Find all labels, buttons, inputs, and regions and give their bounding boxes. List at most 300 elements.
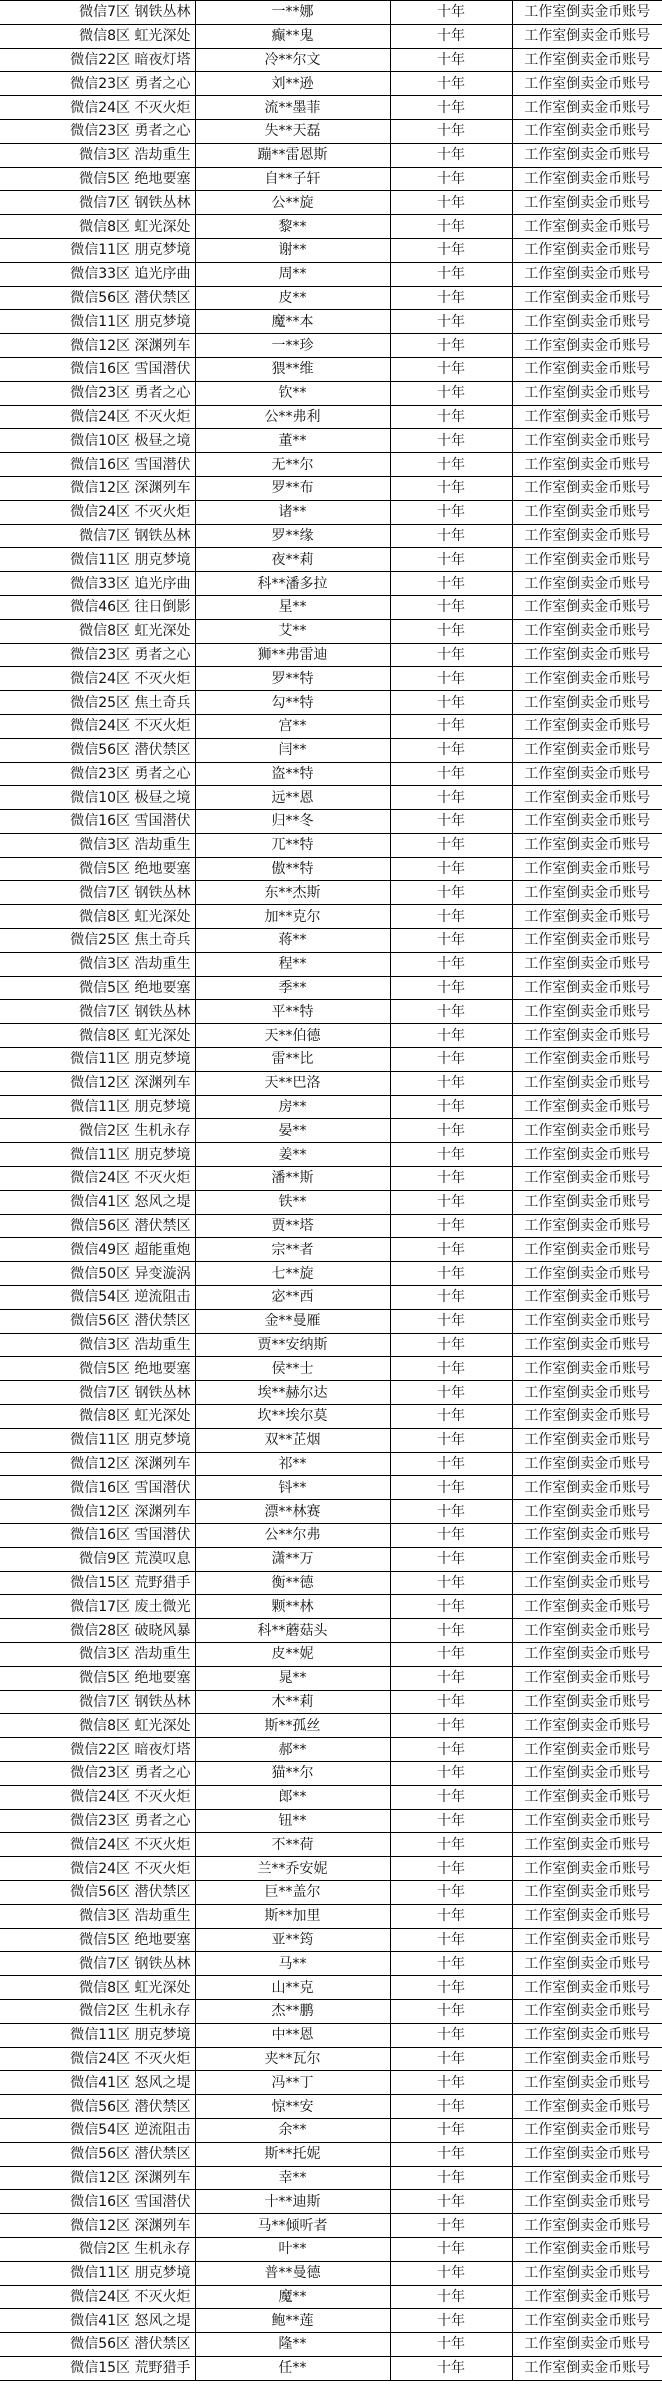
table-row [0,2095,662,2119]
player-name-cell: 斯**加里 [195,1904,390,1928]
ban-duration-cell: 十年 [390,2190,512,2214]
player-name-cell: 贾**塔 [195,1214,390,1238]
ban-duration-cell: 十年 [390,215,512,239]
table-row [0,1500,662,1524]
ban-reason-cell: 工作室倒卖金币账号 [512,976,662,1000]
server-cell: 微信7区 钢铁丛林 [0,524,195,548]
player-name-cell: 谢** [195,238,390,262]
player-name-cell: 失**天磊 [195,119,390,143]
table-row [0,714,662,738]
ban-reason-cell: 工作室倒卖金币账号 [512,1761,662,1785]
server-cell: 微信56区 潜伏禁区 [0,2095,195,2119]
ban-reason-cell: 工作室倒卖金币账号 [512,762,662,786]
player-name-cell: 夜**莉 [195,548,390,572]
ban-reason-cell: 工作室倒卖金币账号 [512,1333,662,1357]
ban-duration-cell: 十年 [390,310,512,334]
server-cell: 微信9区 荒漠叹息 [0,1547,195,1571]
table-row [0,1095,662,1119]
ban-duration-cell: 十年 [390,1071,512,1095]
player-name-cell: 巨**盖尔 [195,1880,390,1904]
ban-reason-cell: 工作室倒卖金币账号 [512,619,662,643]
table-row [0,500,662,524]
table-row [0,2356,662,2380]
ban-duration-cell: 十年 [390,286,512,310]
ban-reason-cell: 工作室倒卖金币账号 [512,191,662,215]
server-cell: 微信23区 勇者之心 [0,1761,195,1785]
ban-reason-cell: 工作室倒卖金币账号 [512,1357,662,1381]
player-name-cell: 勾**特 [195,691,390,715]
table-row [0,2309,662,2333]
server-cell: 微信12区 深渊列车 [0,1452,195,1476]
ban-duration-cell: 十年 [390,1333,512,1357]
ban-reason-cell: 工作室倒卖金币账号 [512,643,662,667]
ban-duration-cell: 十年 [390,1024,512,1048]
player-name-cell: 蹦**雷恩斯 [195,143,390,167]
server-cell: 微信33区 追光序曲 [0,262,195,286]
ban-duration-cell: 十年 [390,1167,512,1191]
player-name-cell: 罗**特 [195,667,390,691]
player-name-cell: 冯**丁 [195,2071,390,2095]
player-name-cell: 衡**德 [195,1571,390,1595]
ban-duration-cell: 十年 [390,2071,512,2095]
player-name-cell: 归**冬 [195,810,390,834]
player-name-cell: 平**特 [195,1000,390,1024]
table-row [0,952,662,976]
server-cell: 微信12区 深渊列车 [0,1500,195,1524]
ban-reason-cell: 工作室倒卖金币账号 [512,1000,662,1024]
server-cell: 微信16区 雪国潜伏 [0,810,195,834]
ban-reason-cell: 工作室倒卖金币账号 [512,1452,662,1476]
player-name-cell: 公**尔弗 [195,1524,390,1548]
ban-duration-cell: 十年 [390,1000,512,1024]
table-row [0,929,662,953]
ban-reason-cell: 工作室倒卖金币账号 [512,1999,662,2023]
ban-reason-cell: 工作室倒卖金币账号 [512,1547,662,1571]
server-cell: 微信7区 钢铁丛林 [0,1381,195,1405]
server-cell: 微信25区 焦土奇兵 [0,929,195,953]
ban-reason-cell: 工作室倒卖金币账号 [512,1238,662,1262]
ban-duration-cell: 十年 [390,1595,512,1619]
server-cell: 微信41区 怒风之堤 [0,2071,195,2095]
table-row [0,72,662,96]
ban-reason-cell: 工作室倒卖金币账号 [512,524,662,548]
ban-reason-cell: 工作室倒卖金币账号 [512,24,662,48]
server-cell: 微信11区 朋克梦境 [0,238,195,262]
ban-duration-cell: 十年 [390,2333,512,2357]
server-cell: 微信8区 虹光深处 [0,24,195,48]
table-row [0,1000,662,1024]
table-row [0,357,662,381]
table-row [0,1476,662,1500]
ban-reason-cell: 工作室倒卖金币账号 [512,310,662,334]
table-row [0,857,662,881]
player-name-cell: 宗**者 [195,1238,390,1262]
server-cell: 微信49区 超能重炮 [0,1238,195,1262]
server-cell: 微信16区 雪国潜伏 [0,1476,195,1500]
ban-duration-cell: 十年 [390,1880,512,1904]
table-row [0,1857,662,1881]
player-name-cell: 魔** [195,2285,390,2309]
ban-duration-cell: 十年 [390,1571,512,1595]
ban-duration-cell: 十年 [390,976,512,1000]
table-row [0,262,662,286]
table-row [0,2285,662,2309]
ban-duration-cell: 十年 [390,453,512,477]
player-name-cell: 艾** [195,619,390,643]
ban-reason-cell: 工作室倒卖金币账号 [512,1381,662,1405]
player-name-cell: 雷**比 [195,1048,390,1072]
ban-reason-cell: 工作室倒卖金币账号 [512,2095,662,2119]
player-name-cell: 坎**埃尔莫 [195,1405,390,1429]
server-cell: 微信11区 朋克梦境 [0,310,195,334]
table-row [0,1405,662,1429]
ban-reason-cell: 工作室倒卖金币账号 [512,2023,662,2047]
player-name-cell: 流**墨菲 [195,96,390,120]
ban-reason-cell: 工作室倒卖金币账号 [512,952,662,976]
server-cell: 微信3区 浩劫重生 [0,1642,195,1666]
ban-duration-cell: 十年 [390,500,512,524]
server-cell: 微信8区 虹光深处 [0,1714,195,1738]
ban-duration-cell: 十年 [390,1785,512,1809]
ban-reason-cell: 工作室倒卖金币账号 [512,1714,662,1738]
ban-reason-cell: 工作室倒卖金币账号 [512,929,662,953]
server-cell: 微信22区 暗夜灯塔 [0,1738,195,1762]
ban-reason-cell: 工作室倒卖金币账号 [512,1571,662,1595]
server-cell: 微信56区 潜伏禁区 [0,286,195,310]
player-name-cell: 晏** [195,1119,390,1143]
ban-reason-cell: 工作室倒卖金币账号 [512,2237,662,2261]
table-row [0,1238,662,1262]
player-name-cell: 马** [195,1952,390,1976]
table-row [0,215,662,239]
ban-reason-cell: 工作室倒卖金币账号 [512,1666,662,1690]
table-row [0,1357,662,1381]
ban-reason-cell: 工作室倒卖金币账号 [512,453,662,477]
ban-reason-cell: 工作室倒卖金币账号 [512,833,662,857]
ban-reason-cell: 工作室倒卖金币账号 [512,2166,662,2190]
server-cell: 微信24区 不灭火炬 [0,1833,195,1857]
ban-duration-cell: 十年 [390,72,512,96]
ban-duration-cell: 十年 [390,1928,512,1952]
ban-duration-cell: 十年 [390,2214,512,2238]
ban-duration-cell: 十年 [390,2118,512,2142]
ban-duration-cell: 十年 [390,1524,512,1548]
table-row [0,119,662,143]
ban-duration-cell: 十年 [390,2261,512,2285]
table-row [0,1,662,25]
ban-reason-cell: 工作室倒卖金币账号 [512,381,662,405]
table-row [0,1071,662,1095]
table-row [0,476,662,500]
table-row [0,1619,662,1643]
server-cell: 微信7区 钢铁丛林 [0,1,195,25]
player-name-cell: 山**克 [195,1976,390,2000]
server-cell: 微信12区 深渊列车 [0,2166,195,2190]
server-cell: 微信23区 勇者之心 [0,72,195,96]
ban-duration-cell: 十年 [390,1547,512,1571]
table-row [0,524,662,548]
player-name-cell: 斯**托妮 [195,2142,390,2166]
server-cell: 微信7区 钢铁丛林 [0,881,195,905]
server-cell: 微信16区 雪国潜伏 [0,1524,195,1548]
table-row [0,1024,662,1048]
ban-reason-cell: 工作室倒卖金币账号 [512,1167,662,1191]
player-name-cell: 天**巴洛 [195,1071,390,1095]
ban-reason-cell: 工作室倒卖金币账号 [512,1928,662,1952]
ban-duration-cell: 十年 [390,2095,512,2119]
table-row [0,1785,662,1809]
ban-duration-cell: 十年 [390,738,512,762]
server-cell: 微信8区 虹光深处 [0,1405,195,1429]
ban-duration-cell: 十年 [390,762,512,786]
table-row [0,691,662,715]
table-row [0,1809,662,1833]
ban-duration-cell: 十年 [390,1714,512,1738]
player-name-cell: 猫**尔 [195,1761,390,1785]
player-name-cell: 蒋** [195,929,390,953]
ban-reason-cell: 工作室倒卖金币账号 [512,1,662,25]
server-cell: 微信11区 朋克梦境 [0,1428,195,1452]
ban-reason-cell: 工作室倒卖金币账号 [512,1976,662,2000]
ban-reason-cell: 工作室倒卖金币账号 [512,1857,662,1881]
ban-duration-cell: 十年 [390,524,512,548]
table-row [0,1428,662,1452]
table-row [0,2261,662,2285]
server-cell: 微信5区 绝地要塞 [0,1357,195,1381]
player-name-cell: 埃**赫尔达 [195,1381,390,1405]
ban-reason-cell: 工作室倒卖金币账号 [512,1286,662,1310]
player-name-cell: 铁** [195,1190,390,1214]
player-name-cell: 一**珍 [195,334,390,358]
player-name-cell: 金**曼雁 [195,1309,390,1333]
player-name-cell: 晁** [195,1666,390,1690]
ban-duration-cell: 十年 [390,2309,512,2333]
player-name-cell: 天**伯德 [195,1024,390,1048]
server-cell: 微信23区 勇者之心 [0,119,195,143]
table-row [0,24,662,48]
table-row [0,2071,662,2095]
table-row [0,1999,662,2023]
player-name-cell: 皮**妮 [195,1642,390,1666]
ban-duration-cell: 十年 [390,1500,512,1524]
server-cell: 微信50区 异变漩涡 [0,1262,195,1286]
ban-duration-cell: 十年 [390,119,512,143]
server-cell: 微信46区 往日倒影 [0,595,195,619]
ban-reason-cell: 工作室倒卖金币账号 [512,572,662,596]
server-cell: 微信11区 朋克梦境 [0,1048,195,1072]
table-row [0,2214,662,2238]
table-row [0,48,662,72]
server-cell: 微信8区 虹光深处 [0,1976,195,2000]
table-row [0,1214,662,1238]
ban-reason-cell: 工作室倒卖金币账号 [512,500,662,524]
table-row [0,1952,662,1976]
ban-duration-cell: 十年 [390,905,512,929]
table-row [0,286,662,310]
ban-reason-cell: 工作室倒卖金币账号 [512,595,662,619]
player-name-cell: 东**杰斯 [195,881,390,905]
player-name-cell: 祁** [195,1452,390,1476]
ban-reason-cell: 工作室倒卖金币账号 [512,48,662,72]
player-name-cell: 加**克尔 [195,905,390,929]
table-row [0,1738,662,1762]
player-name-cell: 科**蘑菇头 [195,1619,390,1643]
ban-reason-cell: 工作室倒卖金币账号 [512,691,662,715]
ban-duration-cell: 十年 [390,833,512,857]
ban-duration-cell: 十年 [390,143,512,167]
table-row [0,96,662,120]
ban-duration-cell: 十年 [390,929,512,953]
ban-duration-cell: 十年 [390,1904,512,1928]
table-row [0,1761,662,1785]
ban-duration-cell: 十年 [390,2166,512,2190]
player-name-cell: 不**荷 [195,1833,390,1857]
ban-reason-cell: 工作室倒卖金币账号 [512,905,662,929]
ban-reason-cell: 工作室倒卖金币账号 [512,1262,662,1286]
table-row [0,2237,662,2261]
ban-reason-cell: 工作室倒卖金币账号 [512,2118,662,2142]
ban-reason-cell: 工作室倒卖金币账号 [512,2142,662,2166]
ban-duration-cell: 十年 [390,1309,512,1333]
player-name-cell: 癫**鬼 [195,24,390,48]
ban-duration-cell: 十年 [390,1738,512,1762]
server-cell: 微信56区 潜伏禁区 [0,738,195,762]
ban-duration-cell: 十年 [390,96,512,120]
ban-reason-cell: 工作室倒卖金币账号 [512,2333,662,2357]
player-name-cell: 冷**尔文 [195,48,390,72]
server-cell: 微信3区 浩劫重生 [0,1904,195,1928]
ban-reason-cell: 工作室倒卖金币账号 [512,1690,662,1714]
server-cell: 微信33区 追光序曲 [0,572,195,596]
server-cell: 微信12区 深渊列车 [0,1071,195,1095]
player-name-cell: 任** [195,2356,390,2380]
server-cell: 微信8区 虹光深处 [0,619,195,643]
server-cell: 微信22区 暗夜灯塔 [0,48,195,72]
table-row [0,738,662,762]
server-cell: 微信25区 焦土奇兵 [0,691,195,715]
server-cell: 微信10区 极昼之境 [0,786,195,810]
ban-duration-cell: 十年 [390,1619,512,1643]
table-row [0,429,662,453]
server-cell: 微信23区 勇者之心 [0,762,195,786]
ban-duration-cell: 十年 [390,2047,512,2071]
ban-reason-cell: 工作室倒卖金币账号 [512,1476,662,1500]
player-name-cell: 宫** [195,714,390,738]
ban-reason-cell: 工作室倒卖金币账号 [512,96,662,120]
table-row [0,2190,662,2214]
server-cell: 微信54区 逆流阻击 [0,1286,195,1310]
table-row [0,1904,662,1928]
server-cell: 微信56区 潜伏禁区 [0,1880,195,1904]
server-cell: 微信11区 朋克梦境 [0,2261,195,2285]
server-cell: 微信2区 生机永存 [0,2237,195,2261]
ban-reason-cell: 工作室倒卖金币账号 [512,286,662,310]
server-cell: 微信15区 荒野猎手 [0,2356,195,2380]
ban-reason-cell: 工作室倒卖金币账号 [512,167,662,191]
player-name-cell: 夹**瓦尔 [195,2047,390,2071]
player-name-cell: 钮** [195,1809,390,1833]
ban-list-body [0,1,662,2381]
ban-reason-cell: 工作室倒卖金币账号 [512,215,662,239]
server-cell: 微信5区 绝地要塞 [0,1666,195,1690]
player-name-cell: 董** [195,429,390,453]
table-row [0,1880,662,1904]
ban-reason-cell: 工作室倒卖金币账号 [512,334,662,358]
player-name-cell: 鲍**莲 [195,2309,390,2333]
server-cell: 微信5区 绝地要塞 [0,976,195,1000]
table-row [0,1595,662,1619]
player-name-cell: 钭** [195,1476,390,1500]
ban-duration-cell: 十年 [390,1952,512,1976]
ban-reason-cell: 工作室倒卖金币账号 [512,1642,662,1666]
table-row [0,1048,662,1072]
server-cell: 微信28区 破晓风暴 [0,1619,195,1643]
ban-reason-cell: 工作室倒卖金币账号 [512,810,662,834]
ban-reason-cell: 工作室倒卖金币账号 [512,1024,662,1048]
server-cell: 微信54区 逆流阻击 [0,2118,195,2142]
server-cell: 微信56区 潜伏禁区 [0,2142,195,2166]
server-cell: 微信12区 深渊列车 [0,334,195,358]
ban-reason-cell: 工作室倒卖金币账号 [512,548,662,572]
player-name-cell: 隆** [195,2333,390,2357]
ban-reason-cell: 工作室倒卖金币账号 [512,1619,662,1643]
player-name-cell: 侯**士 [195,1357,390,1381]
ban-reason-cell: 工作室倒卖金币账号 [512,357,662,381]
ban-duration-cell: 十年 [390,48,512,72]
ban-reason-cell: 工作室倒卖金币账号 [512,1500,662,1524]
ban-duration-cell: 十年 [390,1381,512,1405]
ban-duration-cell: 十年 [390,1857,512,1881]
ban-reason-cell: 工作室倒卖金币账号 [512,238,662,262]
server-cell: 微信24区 不灭火炬 [0,667,195,691]
player-name-cell: 远**恩 [195,786,390,810]
ban-duration-cell: 十年 [390,619,512,643]
server-cell: 微信2区 生机永存 [0,1999,195,2023]
ban-reason-cell: 工作室倒卖金币账号 [512,667,662,691]
ban-reason-cell: 工作室倒卖金币账号 [512,405,662,429]
server-cell: 微信24区 不灭火炬 [0,500,195,524]
ban-duration-cell: 十年 [390,334,512,358]
ban-duration-cell: 十年 [390,595,512,619]
ban-duration-cell: 十年 [390,1286,512,1310]
table-row [0,905,662,929]
ban-duration-cell: 十年 [390,1238,512,1262]
player-name-cell: 刘**逊 [195,72,390,96]
server-cell: 微信41区 怒风之堤 [0,1190,195,1214]
ban-reason-cell: 工作室倒卖金币账号 [512,1214,662,1238]
ban-duration-cell: 十年 [390,1143,512,1167]
server-cell: 微信23区 勇者之心 [0,1809,195,1833]
ban-reason-cell: 工作室倒卖金币账号 [512,1952,662,1976]
ban-duration-cell: 十年 [390,1405,512,1429]
player-name-cell: 周** [195,262,390,286]
server-cell: 微信5区 绝地要塞 [0,167,195,191]
ban-duration-cell: 十年 [390,1761,512,1785]
ban-reason-cell: 工作室倒卖金币账号 [512,2356,662,2380]
server-cell: 微信12区 深渊列车 [0,476,195,500]
ban-reason-cell: 工作室倒卖金币账号 [512,786,662,810]
table-row [0,1452,662,1476]
ban-duration-cell: 十年 [390,1690,512,1714]
server-cell: 微信11区 朋克梦境 [0,1143,195,1167]
player-name-cell: 中**恩 [195,2023,390,2047]
table-row [0,453,662,477]
ban-reason-cell: 工作室倒卖金币账号 [512,1809,662,1833]
player-name-cell: 双**芷烟 [195,1428,390,1452]
ban-duration-cell: 十年 [390,167,512,191]
ban-duration-cell: 十年 [390,1048,512,1072]
ban-reason-cell: 工作室倒卖金币账号 [512,1785,662,1809]
